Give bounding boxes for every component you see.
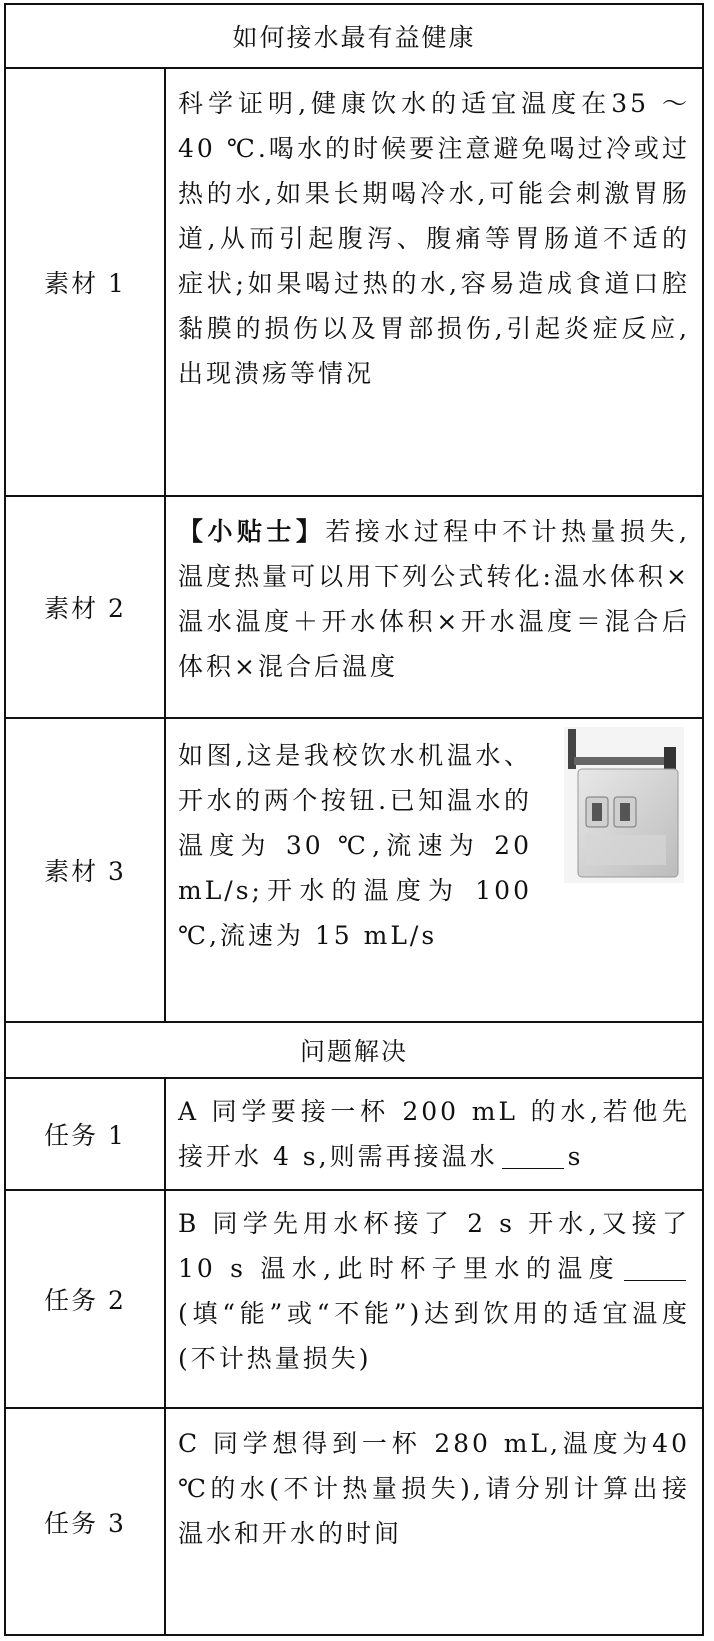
problem-header: 问题解决 — [299, 1037, 408, 1066]
material-2-text: 若接水过程中不计热量损失,温度热量可以用下列公式转化: — [178, 517, 690, 591]
task-1-unit: s — [567, 1142, 584, 1171]
water-dispenser-photo-icon — [564, 727, 684, 883]
material-2-content — [178, 509, 690, 689]
task-1-content — [178, 1089, 690, 1179]
task-1-answer-blank[interactable] — [502, 1142, 564, 1169]
material-1-label: 素材 1 — [6, 69, 166, 495]
problem-table — [4, 3, 704, 1636]
material-2-formula: 温水体积×温水温度＋开水体积×开水温度＝混合后体积×混合后温度 — [178, 562, 690, 681]
task-2-text-after: (填“能”或“不能”)达到饮用的适宜温度(不计热量损失) — [178, 1299, 690, 1373]
material-1-content — [178, 81, 690, 396]
tip-label: 【小贴士】 — [178, 517, 326, 546]
material-3-label: 素材 3 — [6, 719, 166, 1021]
task-3-content — [178, 1421, 690, 1556]
task-1-row — [6, 1079, 702, 1191]
material-2-row — [6, 497, 702, 719]
material-3-row — [6, 719, 702, 1023]
task-2-label: 任务 2 — [6, 1191, 166, 1407]
material-3-content — [178, 733, 532, 958]
table-title-row — [6, 5, 702, 69]
task-2-row — [6, 1191, 702, 1409]
material-3-text: 如图,这是我校饮水机温水、开水的两个按钮.已知温水的温度为 30 ℃,流速为 20 mL/s;开水的温度为 100 ℃,流速为 15 mL/s — [178, 741, 532, 950]
material-2-label: 素材 2 — [6, 497, 166, 717]
task-3-label: 任务 3 — [6, 1409, 166, 1634]
task-1-label: 任务 1 — [6, 1079, 166, 1189]
task-3-text: C 同学想得到一杯 280 mL,温度为40 ℃的水(不计热量损失),请分别计算出接温水和开水的时间 — [178, 1429, 690, 1548]
table-title: 如何接水最有益健康 — [232, 23, 476, 52]
task-2-content — [178, 1201, 690, 1381]
material-1-row — [6, 69, 702, 497]
problem-header-row — [6, 1023, 702, 1079]
task-2-answer-blank[interactable] — [624, 1254, 686, 1281]
material-1-text: 科学证明,健康饮水的适宜温度在35 ～40 ℃.喝水的时候要注意避免喝过冷或过热的水,如果长期喝冷水,可能会刺激胃肠道,从而引起腹泻、腹痛等胃肠道不适的症状;如果喝过热的水,容易造成食道口腔黏膜的损伤以及胃部损伤,引起炎症反应,出现溃疡等情况 — [178, 89, 690, 388]
task-2-text: B 同学先用水杯接了 2 s 开水,又接了 10 s 温水,此时杯子里水的温度 — [178, 1209, 690, 1283]
task-1-text: A 同学要接一杯 200 mL 的水,若他先接开水 4 s,则需再接温水 — [178, 1097, 690, 1171]
task-3-row — [6, 1409, 702, 1634]
